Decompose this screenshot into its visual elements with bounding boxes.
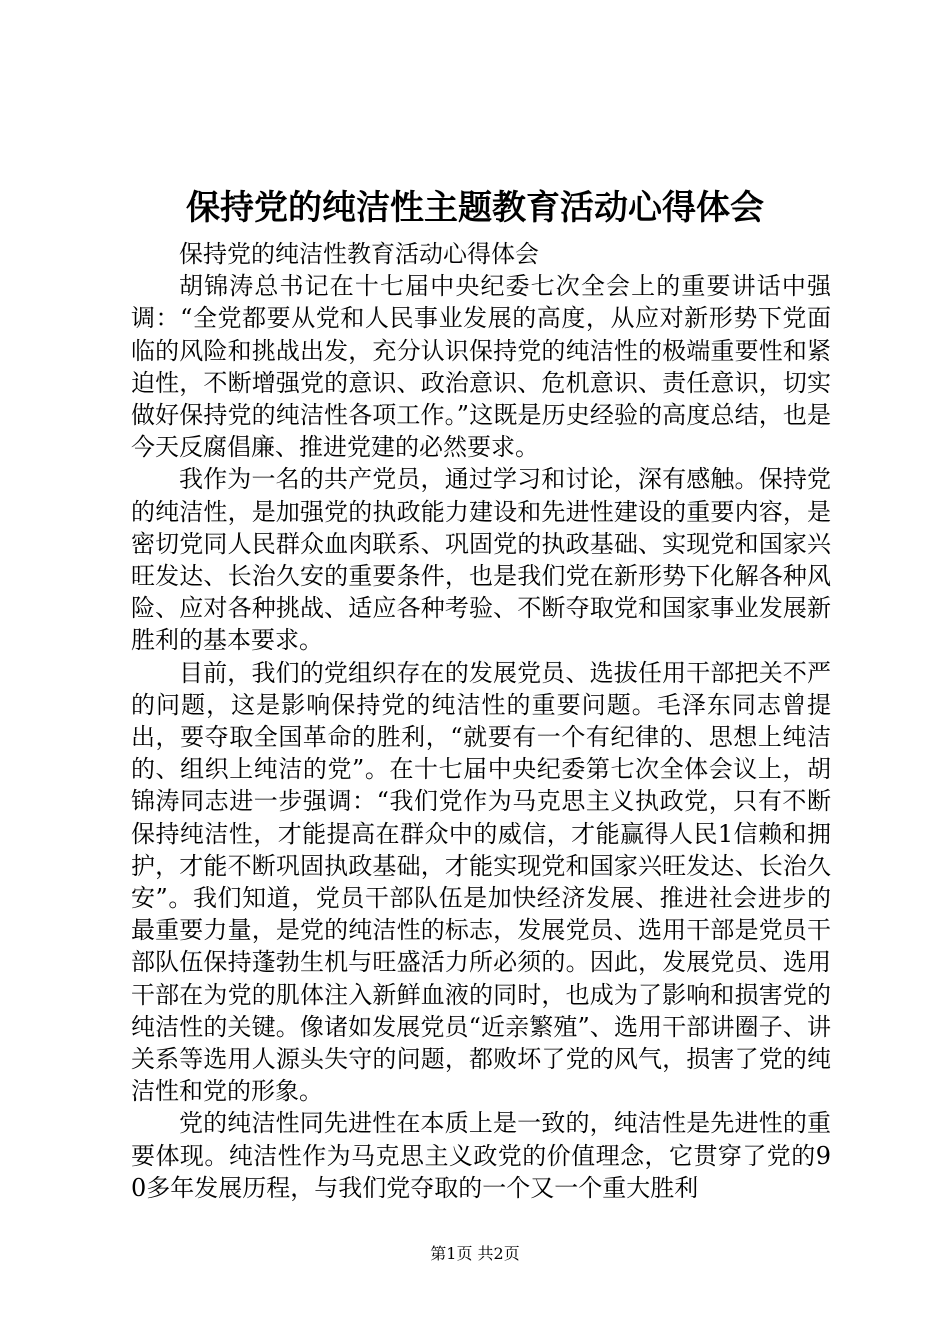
body-paragraph: 党的纯洁性同先进性在本质上是一致的，纯洁性是先进性的重要体现。纯洁性作为马克思主义政党的价值理念，它贯穿了党的90多年发展历程，与我们党夺取的一个又一个重大胜利 (131, 1109, 831, 1202)
document-title: 保持党的纯洁性主题教育活动心得体会 (186, 188, 764, 228)
page-footer: 第1页 共2页 (430, 1244, 520, 1263)
body-paragraph: 目前，我们的党组织存在的发展党员、选拔任用干部把关不严的问题，这是影响保持党的纯洁性的重要问题。毛泽东同志曾提出，要夺取全国革命的胜利，“就要有一个有纪律的、思想上纯洁的、组织上纯洁的党”。在十七届中央纪委第七次全体会议上，胡锦涛同志进一步强调：“我们党作为马克思主义执政党，只有不断保持纯洁性，才能提高在群众中的威信，才能赢得人民1信赖和拥护，才能不断巩固执政基础，才能实现党和国家兴旺发达、长治久安”。我们知道，党员干部队伍是加快经济发展、推进社会进步的最重要力量，是党的纯洁性的标志，发展党员、选用干部是党员干部队伍保持蓬勃生机与旺盛活力所必须的。因此，发展党员、选用干部在为党的肌体注入新鲜血液的同时，也成为了影响和损害党的纯洁性的关键。像诸如发展党员“近亲繁殖”、选用干部讲圈子、讲关系等选用人源头失守的问题，都败坏了党的风气，损害了党的纯洁性和党的形象。 (131, 658, 831, 1106)
document-body (131, 238, 831, 1204)
subtitle-paragraph: 保持党的纯洁性教育活动心得体会 (179, 240, 539, 268)
body-paragraph: 胡锦涛总书记在十七届中央纪委七次全会上的重要讲话中强调：“全党都要从党和人民事业发展的高度，从应对新形势下党面临的风险和挑战出发，充分认识保持党的纯洁性的极端重要性和紧迫性，不断增强党的意识、政治意识、危机意识、责任意识，切实做好保持党的纯洁性各项工作。”这既是历史经验的高度总结，也是今天反腐倡廉、推进党建的必然要求。 (131, 272, 831, 462)
body-paragraph: 我作为一名的共产党员，通过学习和讨论，深有感触。保持党的纯洁性，是加强党的执政能力建设和先进性建设的重要内容，是密切党同人民群众血肉联系、巩固党的执政基础、实现党和国家兴旺发达、长治久安的重要条件，也是我们党在新形势下化解各种风险、应对各种挑战、适应各种考验、不断夺取党和国家事业发展新胜利的基本要求。 (131, 465, 831, 655)
